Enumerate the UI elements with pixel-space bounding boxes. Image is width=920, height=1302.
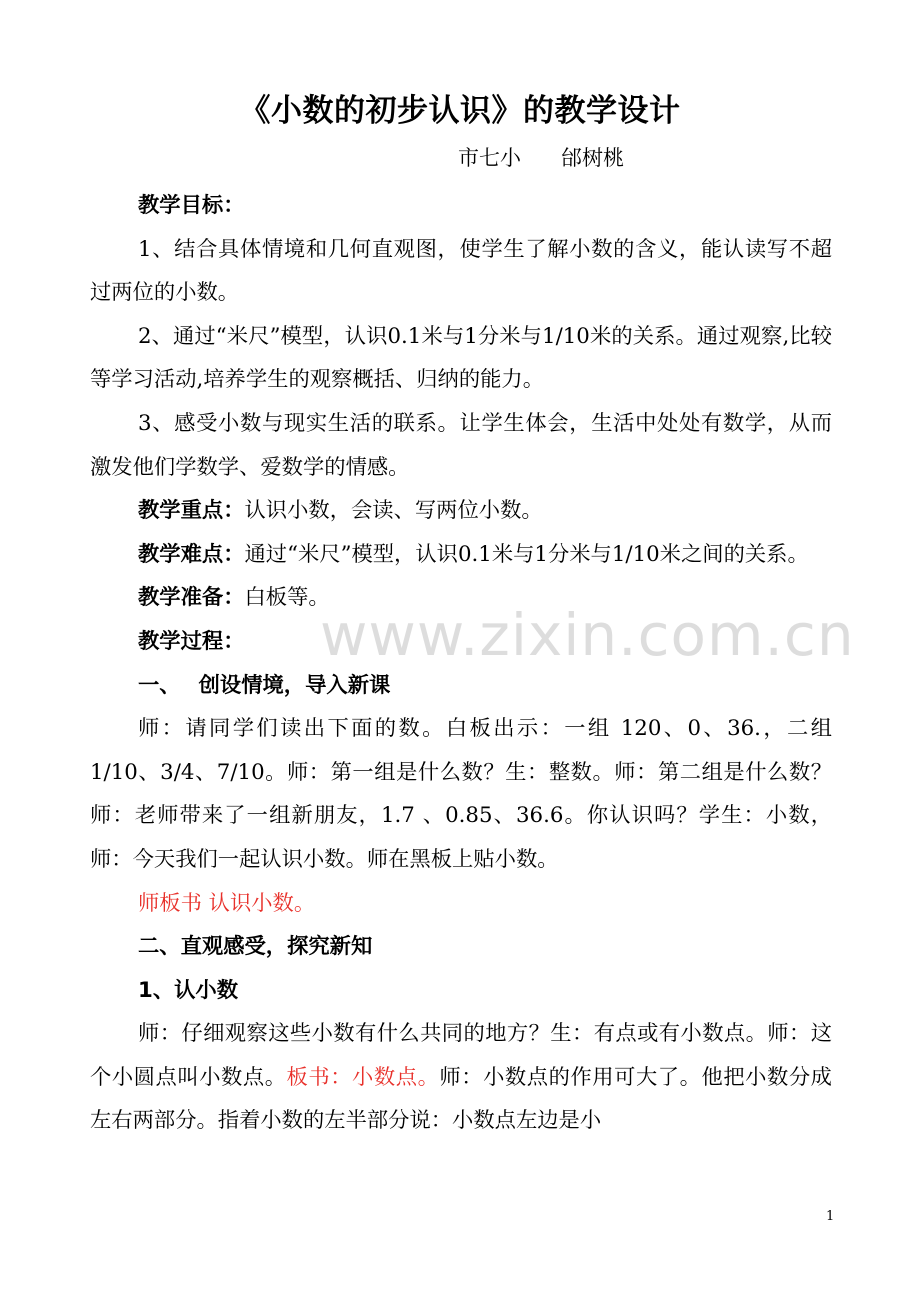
author-name: 邰树桃 — [561, 146, 624, 170]
section-2-text-part2: 师：小数点的作用可大了。他把小数分成左右两部分。指着小数的左半部分说：小数点左边是小 — [90, 1064, 832, 1134]
difficulty-text: 通过“米尺”模型，认识0.1米与1分米与1/10米之间的关系。 — [244, 541, 809, 567]
board-note-1: 师板书 认识小数。 — [138, 890, 316, 916]
section-2-subheading: 1、认小数 — [138, 977, 239, 1003]
document-title: 《小数的初步认识》的教学设计 — [239, 93, 681, 129]
key-point — [90, 489, 832, 533]
section-1-heading — [90, 664, 832, 708]
board-note-inline: 板书：小数点。 — [286, 1064, 440, 1090]
watermark: www.zixin.com.cn — [320, 601, 855, 669]
difficulty-label: 教学难点： — [138, 541, 245, 567]
section-1-title: 创设情境，导入新课 — [198, 672, 391, 698]
page-number: 1 — [826, 1209, 835, 1224]
preparation-label: 教学准备： — [138, 585, 245, 611]
preparation — [90, 576, 832, 620]
section-2-text-part1: 师：仔细观察这些小数有什么共同的地方？生：有点或有小数点。师：这个小圆点叫小数点。 — [90, 1021, 832, 1090]
process-heading: 教学过程： — [138, 628, 245, 654]
objectives-heading: 教学目标： — [138, 193, 245, 218]
key-point-label: 教学重点： — [138, 498, 245, 524]
difficulty — [90, 533, 832, 577]
author-line — [458, 142, 624, 174]
key-point-text: 认识小数，会读、写两位小数。 — [244, 498, 543, 524]
objective-item-2: 2、通过“米尺”模型，认识0.1米与1分米与1/10米的关系。通过观察,比较等学习活动,培养学生的观察概括、归纳的能力。 — [90, 323, 832, 393]
document-body — [90, 184, 832, 1143]
objective-item-1: 1、结合具体情境和几何直观图，使学生了解小数的含义，能认读写不超过两位的小数。 — [90, 236, 832, 306]
objective-item-3: 3、感受小数与现实生活的联系。让学生体会，生活中处处有数学，从而激发他们学数学、爱数学的情感。 — [90, 410, 832, 480]
section-2-paragraph — [90, 1012, 832, 1143]
section-1-number: 一、 — [138, 672, 181, 698]
author-school: 市七小 — [458, 146, 521, 170]
section-2-heading: 二、直观感受，探究新知 — [138, 934, 373, 960]
preparation-text: 白板等。 — [244, 585, 330, 611]
section-1-paragraph: 师：请同学们读出下面的数。白板出示：一组 120、0、36.，二组1/10、3/4、7/10。师：第一组是什么数？生：整数。师：第二组是什么数？师：老师带来了一组新朋友，1.7 、0.85、36.6。你认识吗？学生：小数，师：今天我们一起认识小数。师在黑板上贴小数。 — [90, 716, 832, 872]
